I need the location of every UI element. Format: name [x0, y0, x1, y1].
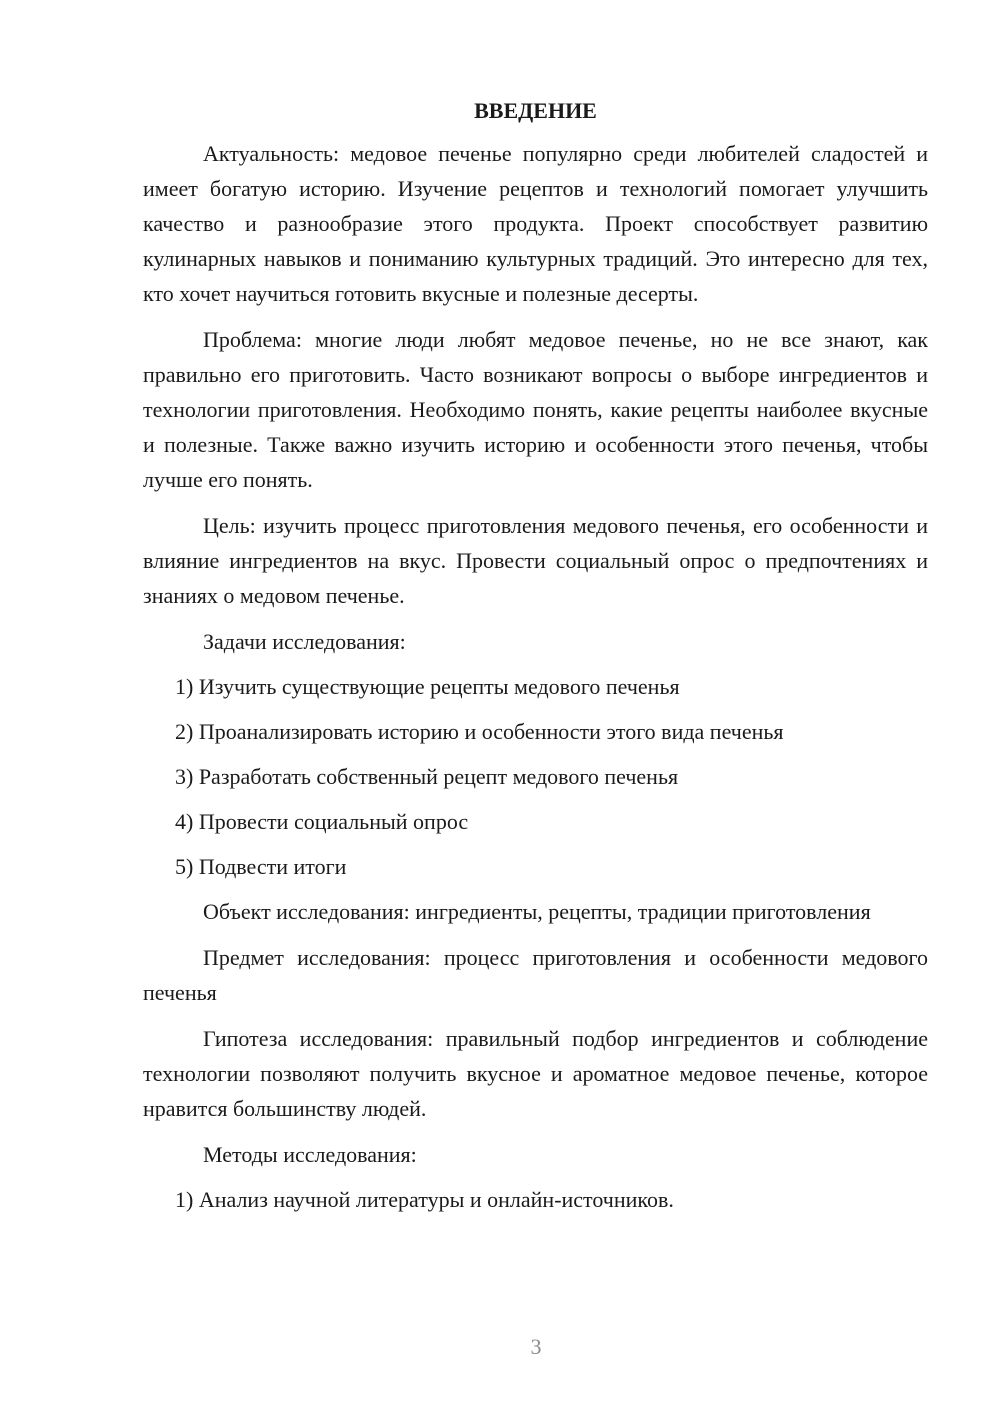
page-title: ВВЕДЕНИЕ: [474, 98, 597, 123]
tasks-label: Задачи исследования:: [203, 629, 406, 654]
method-item: 1) Анализ научной литературы и онлайн-источников.: [175, 1187, 674, 1212]
task-item: 1) Изучить существующие рецепты медового печенья: [175, 674, 680, 699]
page-content: [143, 96, 928, 1227]
problem-paragraph: Проблема: многие люди любят медовое печенье, но не все знают, как правильно его приготовить. Часто возникают вопросы о выборе ингредиентов и технологии приготовления. Необходимо понять, какие рецепты наиболее вкусные и полезные. Также важно изучить историю и особенности этого печенья, чтобы лучше его понять.: [143, 327, 928, 492]
tasks-list: [143, 669, 928, 884]
hypothesis-paragraph: Гипотеза исследования: правильный подбор ингредиентов и соблюдение технологии позволяют получить вкусное и ароматное медовое печенье, которое нравится большинству людей.: [143, 1026, 928, 1121]
page-number: 3: [530, 1334, 542, 1359]
task-item: 4) Провести социальный опрос: [175, 809, 469, 834]
subject-paragraph: Предмет исследования: процесс приготовления и особенности медового печенья: [143, 945, 928, 1005]
methods-list: [143, 1182, 928, 1217]
goal-paragraph: Цель: изучить процесс приготовления медового печенья, его особенности и влияние ингредиентов на вкус. Провести социальный опрос о предпочтениях и знаниях о медовом печенье.: [143, 513, 928, 608]
task-item: 3) Разработать собственный рецепт медового печенья: [175, 764, 679, 789]
object-paragraph: Объект исследования: ингредиенты, рецепты, традиции приготовления: [203, 899, 871, 924]
task-item: 2) Проанализировать историю и особенности этого вида печенья: [175, 719, 784, 744]
methods-label: Методы исследования:: [203, 1142, 417, 1167]
relevance-paragraph: Актуальность: медовое печенье популярно среди любителей сладостей и имеет богатую историю. Изучение рецептов и технологий помогает улучшить качество и разнообразие этого продукта. Проект способствует развитию кулинарных навыков и пониманию культурных традиций. Это интересно для тех, кто хочет научиться готовить вкусные и полезные десерты.: [143, 141, 928, 306]
task-item: 5) Подвести итоги: [175, 854, 347, 879]
